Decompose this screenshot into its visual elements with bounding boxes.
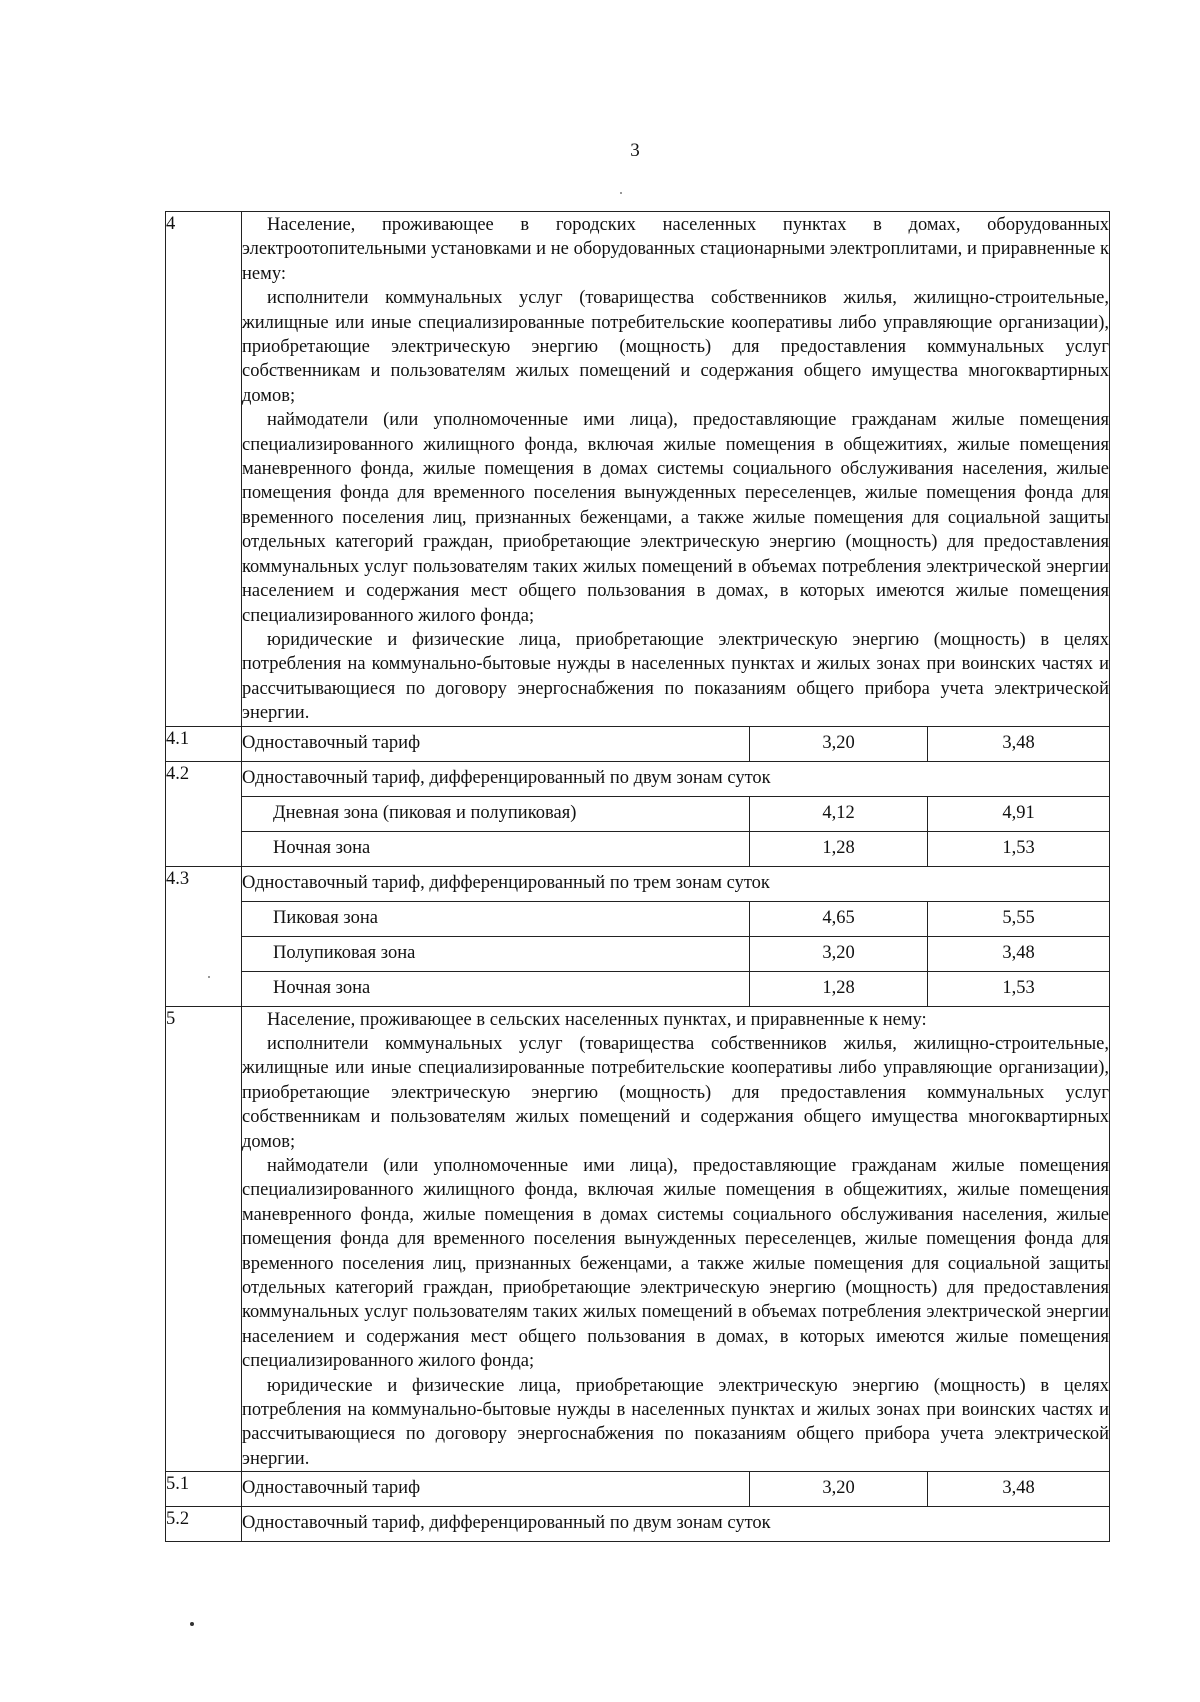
tariff-table <box>165 211 1110 1542</box>
row-number: 5.1 <box>166 1472 242 1507</box>
scan-speck <box>208 976 210 978</box>
tariff-label: Одноставочный тариф <box>242 726 750 761</box>
table-row-5-1 <box>166 1472 1110 1507</box>
tariff-value-1: 4,12 <box>750 796 928 831</box>
description-paragraph: Население, проживающее в сельских населенных пунктах, и приравненные к нему: <box>267 1009 927 1030</box>
tariff-value-1: 4,65 <box>750 901 928 936</box>
tariff-label: Ночная зона <box>242 971 750 1006</box>
row-number: 4.2 <box>166 761 242 866</box>
tariff-value-2: 3,48 <box>928 726 1110 761</box>
table-row-section-4 <box>166 212 1110 727</box>
tariff-value-1: 1,28 <box>750 831 928 866</box>
tariff-label: Пиковая зона <box>242 901 750 936</box>
tariff-group-header: Одноставочный тариф, дифференцированный по двум зонам суток <box>242 1507 1110 1542</box>
tariff-value-2: 3,48 <box>928 1472 1110 1507</box>
tariff-value-2: 4,91 <box>928 796 1110 831</box>
tariff-value-1: 3,20 <box>750 1472 928 1507</box>
tariff-value-1: 3,20 <box>750 726 928 761</box>
tariff-value-2: 3,48 <box>928 936 1110 971</box>
section-description <box>242 1006 1110 1472</box>
description-paragraph: наймодатели (или уполномоченные ими лица), предоставляющие гражданам жилые помещения специализированного жилищного фонда, включая жилые помещения в общежитиях, жилые помещения маневренного фонда, жилые помещения в домах системы социального обслуживания населения, жилые помещения фонда для временного поселения вынужденных переселенцев, жилые помещения фонда для временного поселения лиц, признанных беженцами, а также жилые помещения для социальной защиты отдельных категорий граждан, приобретающие электрическую энергию (мощность) для предоставления коммунальных услуг пользователям таких жилых помещений в объемах потребления электрической энергии населением и содержания мест общего пользования в домах, в которых имеются жилые помещения специализированного жилого фонда; <box>242 410 1110 626</box>
table-row-4-1 <box>166 726 1110 761</box>
scan-speck <box>190 1622 194 1626</box>
table-row-section-5 <box>166 1006 1110 1472</box>
table-row-4-2-day <box>166 796 1110 831</box>
section-description <box>242 212 1110 727</box>
tariff-label: Дневная зона (пиковая и полупиковая) <box>242 796 750 831</box>
tariff-value-1: 3,20 <box>750 936 928 971</box>
row-number: 5.2 <box>166 1507 242 1542</box>
tariff-label: Полупиковая зона <box>242 936 750 971</box>
description-paragraph: Население, проживающее в городских населенных пунктах в домах, оборудованных электроотопительными установками и не оборудованных стационарными электроплитами, и приравненные к нему: <box>242 215 1110 284</box>
row-number: 4.1 <box>166 726 242 761</box>
table-row-4-3-night <box>166 971 1110 1006</box>
table-row-4-3-peak <box>166 901 1110 936</box>
table-row-4-2-night <box>166 831 1110 866</box>
description-paragraph: исполнители коммунальных услуг (товарищества собственников жилья, жилищно-строительные, жилищные или иные специализированные потребительские кооперативы либо управляющие организации), приобретающие электрическую энергию (мощность) для предоставления коммунальных услуг собственникам и пользователям жилых помещений и содержания общего имущества многоквартирных домов; <box>242 288 1110 406</box>
tariff-group-header: Одноставочный тариф, дифференцированный по двум зонам суток <box>242 761 1110 796</box>
description-paragraph: наймодатели (или уполномоченные ими лица), предоставляющие гражданам жилые помещения специализированного жилищного фонда, включая жилые помещения в общежитиях, жилые помещения маневренного фонда, жилые помещения в домах системы социального обслуживания населения, жилые помещения фонда для временного поселения вынужденных переселенцев, жилые помещения фонда для временного поселения лиц, признанных беженцами, а также жилые помещения для социальной защиты отдельных категорий граждан, приобретающие электрическую энергию (мощность) для предоставления коммунальных услуг пользователям таких жилых помещений в объемах потребления электрической энергии населением и содержания мест общего пользования в домах, в которых имеются жилые помещения специализированного жилого фонда; <box>242 1155 1110 1372</box>
table-row-5-2 <box>166 1507 1110 1542</box>
table-row-4-3-semipeak <box>166 936 1110 971</box>
row-number: 4 <box>166 212 242 727</box>
page-number: 3 <box>630 140 640 161</box>
tariff-value-2: 1,53 <box>928 831 1110 866</box>
row-number: 4.3 <box>166 866 242 1006</box>
tariff-value-1: 1,28 <box>750 971 928 1006</box>
table-row-4-2 <box>166 761 1110 796</box>
tariff-label: Ночная зона <box>242 831 750 866</box>
scan-speck <box>620 192 622 194</box>
tariff-value-2: 5,55 <box>928 901 1110 936</box>
tariff-value-2: 1,53 <box>928 971 1110 1006</box>
description-paragraph: исполнители коммунальных услуг (товарищества собственников жилья, жилищно-строительные, жилищные или иные специализированные потребительские кооперативы либо управляющие организации), приобретающие электрическую энергию (мощность) для предоставления коммунальных услуг собственникам и пользователям жилых помещений и содержания общего имущества многоквартирных домов; <box>242 1033 1110 1152</box>
description-paragraph: юридические и физические лица, приобретающие электрическую энергию (мощность) в целях потребления на коммунально-бытовые нужды в населенных пунктах и жилых зонах при воинских частях и рассчитывающиеся по договору энергоснабжения по показаниям общего прибора учета электрической энергии. <box>242 629 1110 724</box>
table-row-4-3 <box>166 866 1110 901</box>
tariff-group-header: Одноставочный тариф, дифференцированный по трем зонам суток <box>242 866 1110 901</box>
row-number: 5 <box>166 1006 242 1472</box>
tariff-label: Одноставочный тариф <box>242 1472 750 1507</box>
description-paragraph: юридические и физические лица, приобретающие электрическую энергию (мощность) в целях потребления на коммунально-бытовые нужды в населенных пунктах и жилых зонах при воинских частях и рассчитывающиеся по договору энергоснабжения по показаниям общего прибора учета электрической энергии. <box>242 1375 1110 1469</box>
